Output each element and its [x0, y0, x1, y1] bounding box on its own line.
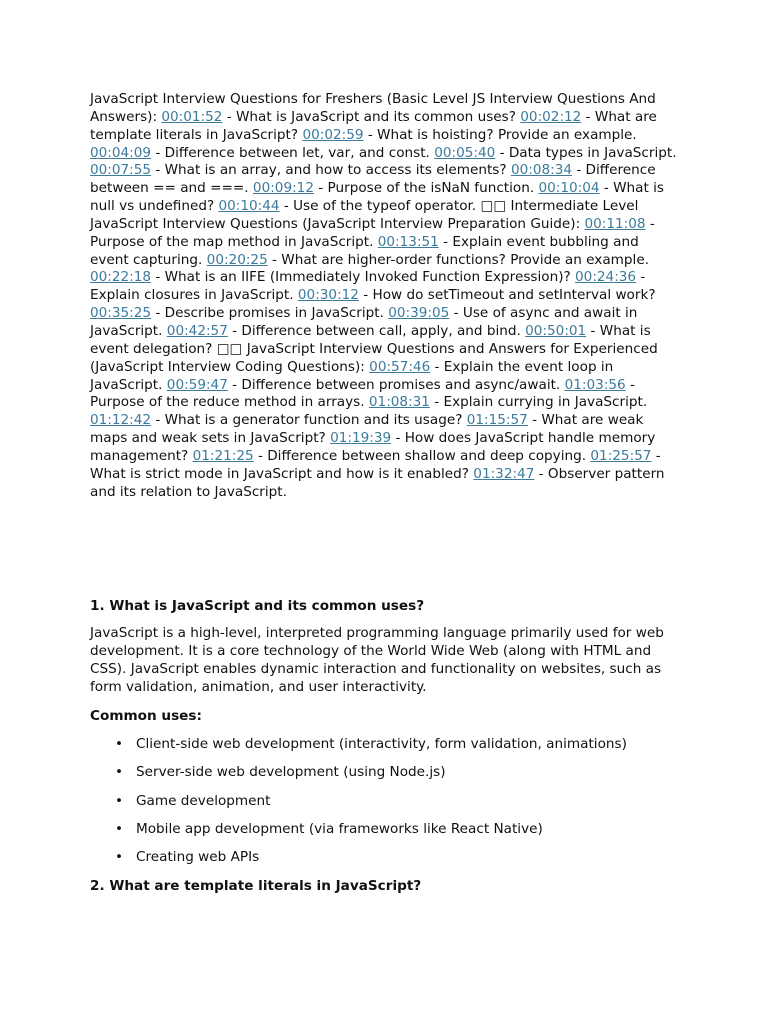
timestamp-description: - Difference between shallow and deep copying.: [253, 447, 591, 464]
section-heading: JavaScript Interview Questions and Answers for Experienced (JavaScript Interview Coding Questions):: [90, 340, 658, 375]
timestamp-description: - How do setTimeout and setInterval work?: [358, 287, 656, 304]
timestamp-description: - What is an IIFE (Immediately Invoked Function Expression)?: [151, 269, 576, 286]
timestamp-description: - What is null vs undefined?: [90, 180, 664, 215]
list-item: [115, 763, 680, 781]
timestamp-link[interactable]: 00:20:25: [206, 251, 268, 268]
timestamp-description: - Explain closures in JavaScript.: [90, 269, 646, 304]
timestamp-link[interactable]: 00:09:12: [252, 180, 314, 197]
question-2-heading: 2. What are template literals in JavaScript?: [90, 877, 422, 894]
timestamp-link[interactable]: 00:57:46: [369, 358, 431, 375]
list-item: [115, 735, 680, 753]
bullet-icon: •: [115, 792, 124, 809]
timestamp-description: - Purpose of the reduce method in arrays.: [90, 376, 635, 411]
timestamp-link[interactable]: 00:35:25: [90, 305, 152, 322]
timestamp-link[interactable]: 00:11:08: [584, 215, 646, 232]
bullet-icon: •: [115, 764, 124, 781]
timestamp-description: - What is event delegation? □□: [90, 322, 651, 357]
timestamp-link[interactable]: 00:04:09: [90, 144, 152, 161]
timestamp-description: - What are higher-order functions? Provide an example.: [267, 251, 650, 268]
list-item: [115, 848, 680, 866]
timestamp-description: - Describe promises in JavaScript.: [151, 305, 389, 322]
timestamp-link[interactable]: 00:42:57: [166, 322, 228, 339]
list-item-text: Server-side web development (using Node.js): [136, 764, 446, 781]
timestamp-link[interactable]: 01:12:42: [90, 412, 152, 429]
list-item-text: Client-side web development (interactivity, form validation, animations): [136, 736, 627, 753]
timestamp-description: - Observer pattern and its relation to JavaScript.: [90, 465, 665, 500]
question-1-heading: 1. What is JavaScript and its common uses?: [90, 598, 425, 615]
document-page: [90, 91, 680, 905]
timestamp-description: - Explain event bubbling and event capturing.: [90, 233, 639, 268]
timestamp-description: - What are weak maps and weak sets in JavaScript?: [90, 412, 644, 447]
list-item-text: Mobile app development (via frameworks like React Native): [136, 820, 543, 837]
timestamp-link[interactable]: 00:05:40: [434, 144, 496, 161]
timestamp-description: - What is JavaScript and its common uses?: [222, 108, 521, 125]
timestamp-description: - What is strict mode in JavaScript and how is it enabled?: [90, 447, 661, 482]
timestamp-link[interactable]: 00:50:01: [525, 322, 587, 339]
timestamp-description: - What is hoisting? Provide an example.: [363, 126, 637, 143]
common-uses-list: [90, 735, 680, 866]
timestamp-link[interactable]: 00:08:34: [510, 162, 572, 179]
bullet-icon: •: [115, 849, 124, 866]
timestamp-description: - Difference between let, var, and const.: [151, 144, 435, 161]
timestamp-link[interactable]: 00:10:44: [218, 198, 280, 215]
timestamp-link[interactable]: 01:19:39: [330, 430, 392, 447]
timestamp-link[interactable]: 00:22:18: [90, 269, 152, 286]
timestamp-link[interactable]: 01:25:57: [590, 447, 652, 464]
timestamp-link[interactable]: 00:07:55: [90, 162, 152, 179]
timestamp-link[interactable]: 01:32:47: [473, 465, 535, 482]
question-1-answer: JavaScript is a high-level, interpreted programming language primarily used for web development. It is a core technology of the World Wide Web (along with HTML and CSS). JavaScript enables dynamic interaction and functionality on websites, such as form validation, animation, and user interactivity.: [90, 625, 664, 696]
timestamp-link[interactable]: 01:03:56: [564, 376, 626, 393]
timestamp-link[interactable]: 00:59:47: [166, 376, 228, 393]
timestamp-link[interactable]: 00:39:05: [388, 305, 450, 322]
timestamp-link[interactable]: 00:30:12: [297, 287, 359, 304]
timestamp-link[interactable]: 00:13:51: [377, 233, 439, 250]
timestamp-link[interactable]: 00:10:04: [538, 180, 600, 197]
list-item-text: Game development: [136, 792, 271, 809]
bullet-icon: •: [115, 820, 124, 837]
timestamp-description: - Difference between call, apply, and bind.: [227, 322, 526, 339]
timestamp-link[interactable]: 00:02:59: [302, 126, 364, 143]
timestamp-description: - Explain currying in JavaScript.: [429, 394, 648, 411]
timestamp-description: - Difference between == and ===.: [90, 162, 656, 197]
timestamp-description: - What is an array, and how to access its elements?: [151, 162, 511, 179]
timestamp-description: - Use of the typeof operator. □□: [279, 198, 511, 215]
section-heading: Intermediate Level JavaScript Interview Questions (JavaScript Interview Preparation Guide):: [90, 198, 639, 232]
timestamp-link[interactable]: 00:24:36: [575, 269, 637, 286]
timestamp-description: - Data types in JavaScript.: [495, 144, 677, 161]
list-item: [115, 792, 680, 810]
section-spacer: [90, 501, 680, 597]
timestamp-description: - How does JavaScript handle memory management?: [90, 430, 656, 464]
timestamp-description: - Purpose of the map method in JavaScript.: [90, 215, 655, 250]
timestamp-link[interactable]: 01:08:31: [368, 394, 430, 411]
common-uses-label: Common uses:: [90, 708, 202, 725]
timestamp-description: - Difference between promises and async/await.: [227, 376, 565, 393]
timestamp-description: - Explain the event loop in JavaScript.: [90, 358, 614, 393]
list-item: [115, 820, 680, 838]
timestamp-link[interactable]: 01:15:57: [466, 412, 528, 429]
bullet-icon: •: [115, 736, 124, 753]
timestamp-description: - Use of async and await in JavaScript.: [90, 305, 638, 339]
timestamp-description: - What is a generator function and its usage?: [151, 412, 467, 429]
timestamp-link[interactable]: 00:01:52: [161, 108, 223, 125]
timestamp-link[interactable]: 01:21:25: [192, 447, 254, 464]
timestamp-index-paragraph: [90, 91, 680, 501]
list-item-text: Creating web APIs: [136, 849, 260, 866]
timestamp-description: - Purpose of the isNaN function.: [313, 180, 539, 197]
timestamp-description: - What are template literals in JavaScript?: [90, 108, 657, 143]
section-heading: JavaScript Interview Questions for Freshers (Basic Level JS Interview Questions And Answers):: [90, 91, 656, 125]
timestamp-link[interactable]: 00:02:12: [520, 108, 582, 125]
